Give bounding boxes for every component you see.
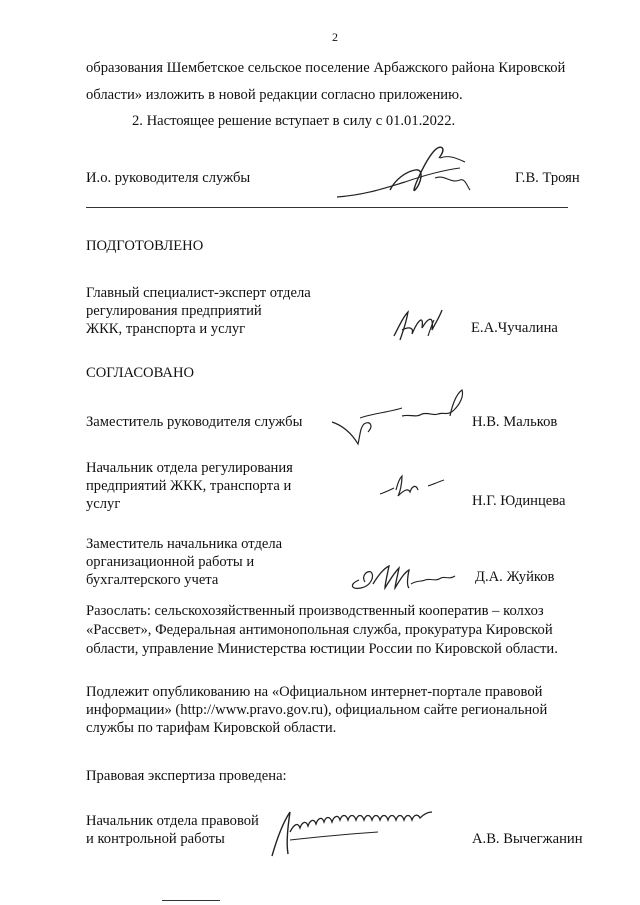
agreed-title-line: организационной работы и bbox=[86, 554, 255, 570]
distribution-line-1: Разослать: сельскохозяйственный производственный кооператив – колхоз bbox=[86, 603, 544, 619]
footer-line bbox=[162, 900, 220, 901]
distribution-line-3: области, управление Министерства юстиции России по Кировской области. bbox=[86, 641, 558, 657]
signature-icon bbox=[335, 140, 485, 204]
prepared-heading: ПОДГОТОВЛЕНО bbox=[86, 238, 204, 254]
agreed-title-2 bbox=[86, 459, 293, 513]
agreed-name-2: Н.Г. Юдинцева bbox=[472, 493, 566, 509]
legal-review-title-line: и контрольной работы bbox=[86, 831, 225, 847]
legal-review-title-line: Начальник отдела правовой bbox=[86, 813, 259, 829]
publication-line-3: службы по тарифам Кировской области. bbox=[86, 720, 337, 736]
agreed-title-line: предприятий ЖКК, транспорта и bbox=[86, 478, 292, 494]
legal-review-title bbox=[86, 812, 259, 848]
intro-line-2: области» изложить в новой редакции согласно приложению. bbox=[86, 87, 463, 103]
clause-2: 2. Настоящее решение вступает в силу с 01.01.2022. bbox=[132, 113, 456, 129]
prepared-title bbox=[86, 284, 311, 338]
agreed-title-line: Начальник отдела регулирования bbox=[86, 460, 293, 476]
head-title: И.о. руководителя службы bbox=[86, 170, 251, 186]
legal-review-name: А.В. Вычегжанин bbox=[472, 831, 583, 847]
signature-icon bbox=[388, 306, 448, 346]
intro-line-1: образования Шембетское сельское поселение Арбажского района Кировской bbox=[86, 60, 566, 76]
agreed-heading: СОГЛАСОВАНО bbox=[86, 365, 195, 381]
signature-icon bbox=[268, 802, 438, 862]
signature-icon bbox=[345, 560, 465, 594]
prepared-title-line: ЖКК, транспорта и услуг bbox=[86, 321, 246, 337]
agreed-title-1: Заместитель руководителя службы bbox=[86, 414, 303, 430]
publication-line-1: Подлежит опубликованию на «Официальном интернет-портале правовой bbox=[86, 684, 543, 700]
distribution-line-2: «Рассвет», Федеральная антимонопольная служба, прокуратура Кировской bbox=[86, 622, 553, 638]
page-number: 2 bbox=[332, 30, 338, 44]
prepared-title-line: регулирования предприятий bbox=[86, 303, 262, 319]
head-name: Г.В. Троян bbox=[515, 170, 580, 186]
prepared-title-line: Главный специалист-эксперт отдела bbox=[86, 285, 311, 301]
agreed-name-1: Н.В. Мальков bbox=[472, 414, 558, 430]
agreed-title-line: услуг bbox=[86, 496, 121, 512]
agreed-title-3 bbox=[86, 535, 282, 589]
agreed-name-3: Д.А. Жуйков bbox=[475, 569, 555, 585]
signature-icon bbox=[378, 472, 448, 502]
agreed-title-line: бухгалтерского учета bbox=[86, 572, 219, 588]
agreed-title-line: Заместитель начальника отдела bbox=[86, 536, 283, 552]
prepared-name: Е.А.Чучалина bbox=[471, 320, 558, 336]
separator-line bbox=[86, 207, 568, 208]
publication-line-2: информации» (http://www.pravo.gov.ru), официальном сайте региональной bbox=[86, 702, 548, 718]
signature-icon bbox=[330, 386, 480, 452]
legal-review-statement: Правовая экспертиза проведена: bbox=[86, 768, 287, 784]
